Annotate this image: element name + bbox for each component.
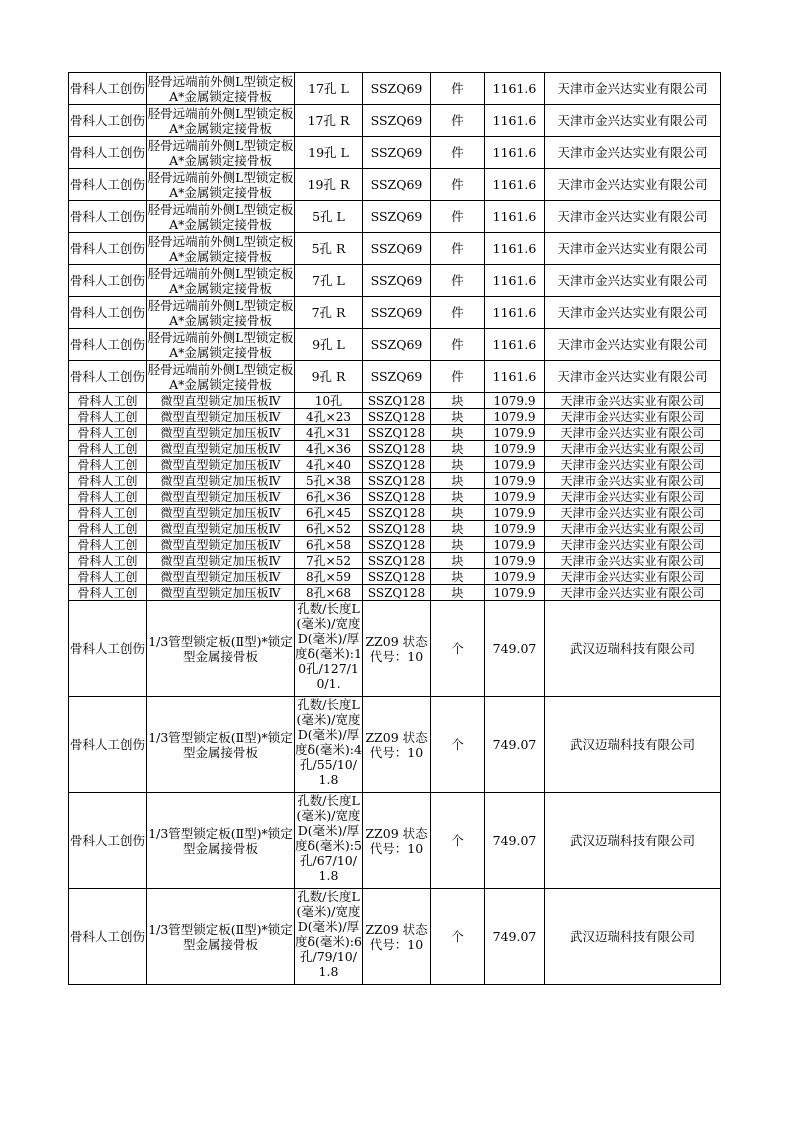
product-name-cell: 微型直型锁定加压板Ⅳ bbox=[147, 425, 295, 441]
company-cell: 天津市金兴达实业有限公司 bbox=[545, 137, 721, 169]
category-cell: 骨科人工创伤 bbox=[69, 233, 147, 265]
unit-cell: 块 bbox=[431, 585, 485, 601]
product-name-cell: 胫骨远端前外侧L型锁定板A*金属锁定接骨板 bbox=[147, 361, 294, 392]
product-name-cell: 胫骨远端前外侧L型锁定板A*金属锁定接骨板 bbox=[147, 297, 294, 328]
unit-cell: 块 bbox=[431, 409, 485, 425]
product-name-cell: 胫骨远端前外侧L型锁定板A*金属锁定接骨板 bbox=[147, 201, 294, 232]
product-table bbox=[68, 72, 721, 985]
category-cell: 骨科人工创伤 bbox=[69, 361, 147, 393]
category-cell: 骨科人工创伤 bbox=[69, 73, 147, 105]
model-cell: SSZQ128 bbox=[363, 553, 431, 569]
company-cell: 天津市金兴达实业有限公司 bbox=[545, 105, 721, 137]
table-row bbox=[69, 393, 721, 409]
product-name-cell: 胫骨远端前外侧L型锁定板A*金属锁定接骨板 bbox=[147, 329, 294, 360]
company-cell: 天津市金兴达实业有限公司 bbox=[545, 457, 721, 473]
unit-cell: 块 bbox=[431, 425, 485, 441]
table-row bbox=[69, 521, 721, 537]
table-row bbox=[69, 265, 721, 297]
model-cell: SSZQ69 bbox=[363, 169, 431, 201]
company-cell: 天津市金兴达实业有限公司 bbox=[545, 425, 721, 441]
unit-cell: 件 bbox=[431, 137, 485, 169]
table-row bbox=[69, 441, 721, 457]
category-cell: 骨科人工创伤 bbox=[69, 329, 147, 361]
company-cell: 天津市金兴达实业有限公司 bbox=[545, 393, 721, 409]
unit-cell: 件 bbox=[431, 297, 485, 329]
company-cell: 天津市金兴达实业有限公司 bbox=[545, 569, 721, 585]
category-cell: 骨科人工创伤 bbox=[69, 201, 147, 233]
product-name-cell: 微型直型锁定加压板Ⅳ bbox=[147, 521, 295, 537]
table-row bbox=[69, 793, 721, 889]
model-cell: SSZQ128 bbox=[363, 537, 431, 553]
model-cell: SSZQ128 bbox=[363, 585, 431, 601]
category-cell: 骨科人工创 bbox=[69, 537, 147, 553]
spec-cell: 19孔 L bbox=[295, 137, 363, 169]
spec-cell: 4孔×31 bbox=[295, 425, 363, 441]
table-row bbox=[69, 73, 721, 105]
price-cell: 749.07 bbox=[485, 889, 545, 985]
product-name-cell: 胫骨远端前外侧L型锁定板A*金属锁定接骨板 bbox=[147, 265, 294, 296]
unit-cell: 块 bbox=[431, 521, 485, 537]
spec-cell: 9孔 L bbox=[295, 329, 363, 361]
price-cell: 1161.6 bbox=[485, 201, 545, 233]
price-cell: 749.07 bbox=[485, 793, 545, 889]
table-row bbox=[69, 297, 721, 329]
category-cell: 骨科人工创伤 bbox=[69, 889, 147, 985]
price-cell: 749.07 bbox=[485, 601, 545, 697]
unit-cell: 件 bbox=[431, 329, 485, 361]
model-cell: SSZQ69 bbox=[363, 297, 431, 329]
unit-cell: 个 bbox=[431, 889, 485, 985]
product-name-cell: 微型直型锁定加压板Ⅳ bbox=[147, 473, 295, 489]
category-cell: 骨科人工创 bbox=[69, 393, 147, 409]
unit-cell: 个 bbox=[431, 793, 485, 889]
product-name-cell: 微型直型锁定加压板Ⅳ bbox=[147, 489, 295, 505]
model-cell: SSZQ128 bbox=[363, 489, 431, 505]
spec-cell: 4孔×23 bbox=[295, 409, 363, 425]
model-cell: ZZ09 状态代号：10 bbox=[363, 601, 431, 697]
product-name-cell: 胫骨远端前外侧L型锁定板A*金属锁定接骨板 bbox=[147, 169, 294, 200]
table-row bbox=[69, 361, 721, 393]
spec-cell: 8孔×68 bbox=[295, 585, 363, 601]
category-cell: 骨科人工创 bbox=[69, 585, 147, 601]
spec-cell: 孔数/长度L(毫米)/宽度D(毫米)/厚度δ(毫米):10孔/127/10/1. bbox=[295, 601, 363, 697]
category-cell: 骨科人工创 bbox=[69, 473, 147, 489]
model-cell: SSZQ128 bbox=[363, 409, 431, 425]
company-cell: 天津市金兴达实业有限公司 bbox=[545, 265, 721, 297]
model-cell: SSZQ69 bbox=[363, 73, 431, 105]
product-name-cell: 微型直型锁定加压板Ⅳ bbox=[147, 441, 295, 457]
price-cell: 1079.9 bbox=[485, 521, 545, 537]
category-cell: 骨科人工创伤 bbox=[69, 137, 147, 169]
unit-cell: 块 bbox=[431, 489, 485, 505]
table-row bbox=[69, 201, 721, 233]
price-cell: 1079.9 bbox=[485, 569, 545, 585]
category-cell: 骨科人工创 bbox=[69, 553, 147, 569]
product-name-cell: 1/3管型锁定板(Ⅱ型)*锁定型金属接骨板 bbox=[147, 697, 295, 793]
product-name-cell: 胫骨远端前外侧L型锁定板A*金属锁定接骨板 bbox=[147, 105, 294, 136]
unit-cell: 件 bbox=[431, 265, 485, 297]
category-cell: 骨科人工创伤 bbox=[69, 105, 147, 137]
spec-cell: 5孔 R bbox=[295, 233, 363, 265]
table-row bbox=[69, 553, 721, 569]
table-row bbox=[69, 601, 721, 697]
unit-cell: 块 bbox=[431, 505, 485, 521]
price-cell: 1161.6 bbox=[485, 73, 545, 105]
price-cell: 1079.9 bbox=[485, 409, 545, 425]
product-name-cell: 微型直型锁定加压板Ⅳ bbox=[147, 393, 295, 409]
price-cell: 1161.6 bbox=[485, 265, 545, 297]
price-cell: 1079.9 bbox=[485, 457, 545, 473]
spec-cell: 17孔 R bbox=[295, 105, 363, 137]
table-row bbox=[69, 233, 721, 265]
table-row bbox=[69, 537, 721, 553]
unit-cell: 件 bbox=[431, 73, 485, 105]
spec-cell: 孔数/长度L(毫米)/宽度D(毫米)/厚度δ(毫米):5孔/67/10/1.8 bbox=[295, 793, 363, 889]
table-row bbox=[69, 169, 721, 201]
unit-cell: 块 bbox=[431, 457, 485, 473]
model-cell: SSZQ69 bbox=[363, 137, 431, 169]
company-cell: 武汉迈瑞科技有限公司 bbox=[545, 793, 721, 889]
spec-cell: 4孔×36 bbox=[295, 441, 363, 457]
spec-cell: 7孔×52 bbox=[295, 553, 363, 569]
table-row bbox=[69, 473, 721, 489]
product-name-cell: 微型直型锁定加压板Ⅳ bbox=[147, 409, 295, 425]
product-name-cell: 微型直型锁定加压板Ⅳ bbox=[147, 457, 295, 473]
product-name-cell: 微型直型锁定加压板Ⅳ bbox=[147, 553, 295, 569]
price-cell: 1161.6 bbox=[485, 105, 545, 137]
company-cell: 天津市金兴达实业有限公司 bbox=[545, 537, 721, 553]
table-row bbox=[69, 137, 721, 169]
unit-cell: 件 bbox=[431, 169, 485, 201]
spec-cell: 5孔 L bbox=[295, 201, 363, 233]
model-cell: SSZQ128 bbox=[363, 393, 431, 409]
category-cell: 骨科人工创伤 bbox=[69, 297, 147, 329]
product-name-cell: 微型直型锁定加压板Ⅳ bbox=[147, 569, 295, 585]
unit-cell: 件 bbox=[431, 361, 485, 393]
company-cell: 天津市金兴达实业有限公司 bbox=[545, 297, 721, 329]
company-cell: 天津市金兴达实业有限公司 bbox=[545, 553, 721, 569]
spec-cell: 8孔×59 bbox=[295, 569, 363, 585]
spec-cell: 7孔 R bbox=[295, 297, 363, 329]
model-cell: SSZQ128 bbox=[363, 457, 431, 473]
model-cell: SSZQ128 bbox=[363, 569, 431, 585]
model-cell: SSZQ69 bbox=[363, 265, 431, 297]
price-cell: 1079.9 bbox=[485, 489, 545, 505]
company-cell: 武汉迈瑞科技有限公司 bbox=[545, 889, 721, 985]
company-cell: 天津市金兴达实业有限公司 bbox=[545, 361, 721, 393]
product-name-cell: 1/3管型锁定板(Ⅱ型)*锁定型金属接骨板 bbox=[147, 793, 295, 889]
category-cell: 骨科人工创伤 bbox=[69, 697, 147, 793]
spec-cell: 6孔×52 bbox=[295, 521, 363, 537]
spec-cell: 7孔 L bbox=[295, 265, 363, 297]
company-cell: 天津市金兴达实业有限公司 bbox=[545, 505, 721, 521]
spec-cell: 6孔×45 bbox=[295, 505, 363, 521]
table-row bbox=[69, 425, 721, 441]
company-cell: 天津市金兴达实业有限公司 bbox=[545, 489, 721, 505]
table-row bbox=[69, 697, 721, 793]
company-cell: 天津市金兴达实业有限公司 bbox=[545, 169, 721, 201]
spec-cell: 9孔 R bbox=[295, 361, 363, 393]
model-cell: SSZQ128 bbox=[363, 425, 431, 441]
price-cell: 749.07 bbox=[485, 697, 545, 793]
company-cell: 天津市金兴达实业有限公司 bbox=[545, 409, 721, 425]
category-cell: 骨科人工创 bbox=[69, 489, 147, 505]
product-name-cell: 微型直型锁定加压板Ⅳ bbox=[147, 585, 295, 601]
company-cell: 天津市金兴达实业有限公司 bbox=[545, 473, 721, 489]
table-row bbox=[69, 585, 721, 601]
price-cell: 1079.9 bbox=[485, 425, 545, 441]
category-cell: 骨科人工创伤 bbox=[69, 601, 147, 697]
company-cell: 天津市金兴达实业有限公司 bbox=[545, 521, 721, 537]
model-cell: SSZQ69 bbox=[363, 361, 431, 393]
company-cell: 天津市金兴达实业有限公司 bbox=[545, 73, 721, 105]
table-row bbox=[69, 457, 721, 473]
spec-cell: 6孔×36 bbox=[295, 489, 363, 505]
category-cell: 骨科人工创 bbox=[69, 569, 147, 585]
price-cell: 1079.9 bbox=[485, 441, 545, 457]
unit-cell: 个 bbox=[431, 697, 485, 793]
category-cell: 骨科人工创伤 bbox=[69, 169, 147, 201]
product-name-cell: 胫骨远端前外侧L型锁定板A*金属锁定接骨板 bbox=[147, 233, 294, 264]
unit-cell: 个 bbox=[431, 601, 485, 697]
price-cell: 1161.6 bbox=[485, 233, 545, 265]
table-row bbox=[69, 505, 721, 521]
spec-cell: 孔数/长度L(毫米)/宽度D(毫米)/厚度δ(毫米):4孔/55/10/1.8 bbox=[295, 697, 363, 793]
model-cell: SSZQ128 bbox=[363, 521, 431, 537]
product-name-cell: 1/3管型锁定板(Ⅱ型)*锁定型金属接骨板 bbox=[147, 889, 295, 985]
unit-cell: 件 bbox=[431, 105, 485, 137]
spec-cell: 17孔 L bbox=[295, 73, 363, 105]
product-name-cell: 1/3管型锁定板(Ⅱ型)*锁定型金属接骨板 bbox=[147, 601, 295, 697]
price-cell: 1161.6 bbox=[485, 297, 545, 329]
model-cell: SSZQ69 bbox=[363, 329, 431, 361]
price-cell: 1079.9 bbox=[485, 505, 545, 521]
unit-cell: 块 bbox=[431, 441, 485, 457]
model-cell: ZZ09 状态代号：10 bbox=[363, 889, 431, 985]
table-row bbox=[69, 409, 721, 425]
price-cell: 1079.9 bbox=[485, 393, 545, 409]
company-cell: 武汉迈瑞科技有限公司 bbox=[545, 601, 721, 697]
model-cell: ZZ09 状态代号：10 bbox=[363, 793, 431, 889]
category-cell: 骨科人工创 bbox=[69, 521, 147, 537]
company-cell: 天津市金兴达实业有限公司 bbox=[545, 201, 721, 233]
company-cell: 武汉迈瑞科技有限公司 bbox=[545, 697, 721, 793]
spec-cell: 6孔×58 bbox=[295, 537, 363, 553]
spec-cell: 10孔 bbox=[295, 393, 363, 409]
model-cell: SSZQ128 bbox=[363, 441, 431, 457]
model-cell: SSZQ128 bbox=[363, 473, 431, 489]
unit-cell: 块 bbox=[431, 569, 485, 585]
unit-cell: 块 bbox=[431, 537, 485, 553]
unit-cell: 块 bbox=[431, 393, 485, 409]
table-row bbox=[69, 489, 721, 505]
unit-cell: 件 bbox=[431, 201, 485, 233]
category-cell: 骨科人工创 bbox=[69, 457, 147, 473]
spec-cell: 孔数/长度L(毫米)/宽度D(毫米)/厚度δ(毫米):6孔/79/10/1.8 bbox=[295, 889, 363, 985]
model-cell: SSZQ69 bbox=[363, 201, 431, 233]
company-cell: 天津市金兴达实业有限公司 bbox=[545, 233, 721, 265]
unit-cell: 块 bbox=[431, 553, 485, 569]
price-cell: 1161.6 bbox=[485, 361, 545, 393]
table-row bbox=[69, 889, 721, 985]
category-cell: 骨科人工创 bbox=[69, 505, 147, 521]
product-name-cell: 胫骨远端前外侧L型锁定板A*金属锁定接骨板 bbox=[147, 137, 294, 168]
model-cell: SSZQ69 bbox=[363, 105, 431, 137]
category-cell: 骨科人工创 bbox=[69, 441, 147, 457]
price-cell: 1161.6 bbox=[485, 329, 545, 361]
price-cell: 1161.6 bbox=[485, 169, 545, 201]
model-cell: SSZQ69 bbox=[363, 233, 431, 265]
product-name-cell: 胫骨远端前外侧L型锁定板A*金属锁定接骨板 bbox=[147, 73, 294, 104]
price-cell: 1079.9 bbox=[485, 473, 545, 489]
price-cell: 1079.9 bbox=[485, 553, 545, 569]
price-cell: 1161.6 bbox=[485, 137, 545, 169]
spec-cell: 5孔×38 bbox=[295, 473, 363, 489]
spec-cell: 4孔×40 bbox=[295, 457, 363, 473]
price-cell: 1079.9 bbox=[485, 585, 545, 601]
category-cell: 骨科人工创 bbox=[69, 425, 147, 441]
price-cell: 1079.9 bbox=[485, 537, 545, 553]
category-cell: 骨科人工创 bbox=[69, 409, 147, 425]
category-cell: 骨科人工创伤 bbox=[69, 265, 147, 297]
company-cell: 天津市金兴达实业有限公司 bbox=[545, 585, 721, 601]
table-row bbox=[69, 569, 721, 585]
spec-cell: 19孔 R bbox=[295, 169, 363, 201]
model-cell: SSZQ128 bbox=[363, 505, 431, 521]
model-cell: ZZ09 状态代号：10 bbox=[363, 697, 431, 793]
table-row bbox=[69, 329, 721, 361]
company-cell: 天津市金兴达实业有限公司 bbox=[545, 329, 721, 361]
product-name-cell: 微型直型锁定加压板Ⅳ bbox=[147, 505, 295, 521]
category-cell: 骨科人工创伤 bbox=[69, 793, 147, 889]
table-row bbox=[69, 105, 721, 137]
product-name-cell: 微型直型锁定加压板Ⅳ bbox=[147, 537, 295, 553]
company-cell: 天津市金兴达实业有限公司 bbox=[545, 441, 721, 457]
unit-cell: 件 bbox=[431, 233, 485, 265]
unit-cell: 块 bbox=[431, 473, 485, 489]
